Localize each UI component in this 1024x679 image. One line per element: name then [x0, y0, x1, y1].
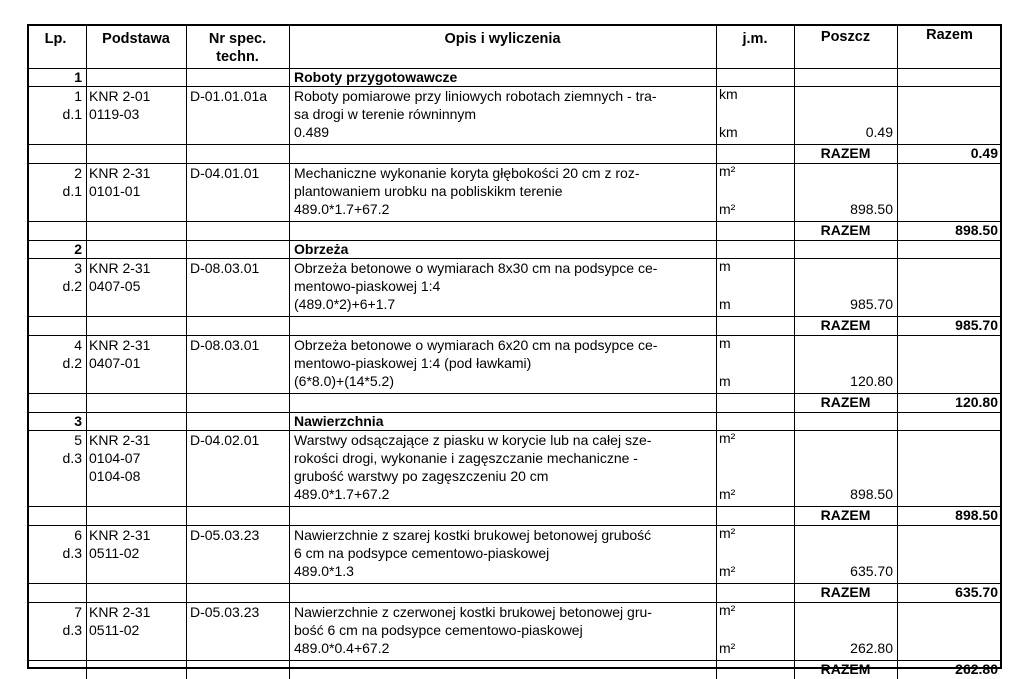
item-description-line: Mechaniczne wykonanie koryta głębokości 20 cm z roz-: [294, 165, 640, 181]
item-unit: m²: [719, 201, 736, 217]
item-razem-label: RAZEM: [820, 394, 871, 410]
column-divider: [186, 602, 187, 679]
column-divider: [86, 525, 87, 602]
column-divider: [897, 240, 898, 258]
column-divider: [794, 525, 795, 602]
column-divider: [186, 258, 187, 335]
column-divider: [897, 163, 898, 240]
column-divider: [794, 430, 795, 525]
item-poszcz: 898.50: [850, 201, 893, 217]
item-poszcz: 262.80: [850, 640, 893, 656]
item-description-line: 6 cm na podsypce cementowo-piaskowej: [294, 545, 550, 561]
column-divider: [897, 258, 898, 335]
item-podstawa: 0511-02: [89, 622, 140, 638]
item-lp: 3: [74, 260, 82, 276]
item-description-line: Nawierzchnie z szarej kostki brukowej betonowej grubość: [294, 527, 652, 543]
column-divider: [897, 335, 898, 412]
item-razem-label: RAZEM: [820, 317, 871, 333]
item-poszcz: 985.70: [850, 296, 893, 312]
column-divider: [716, 602, 717, 679]
column-divider: [716, 24, 717, 68]
item-unit: m: [719, 296, 731, 312]
header-opis: Opis i wyliczenia: [444, 31, 561, 47]
row-divider: [27, 506, 1002, 507]
column-divider: [794, 258, 795, 335]
column-divider: [186, 335, 187, 412]
column-divider: [794, 163, 795, 240]
column-divider: [186, 240, 187, 258]
section-number: 3: [74, 413, 82, 429]
row-divider: [27, 316, 1002, 317]
item-podstawa: 0104-07: [89, 450, 141, 466]
item-description-line: Roboty pomiarowe przy liniowych robotach ziemnych - tra-: [294, 88, 657, 104]
column-divider: [716, 68, 717, 86]
section-title: Nawierzchnia: [294, 413, 384, 429]
section-number: 2: [74, 241, 82, 257]
section-number: 1: [74, 69, 82, 85]
item-unit: m²: [719, 525, 736, 541]
item-razem-value: 0.49: [970, 145, 998, 161]
header-lp: Lp.: [44, 31, 67, 47]
item-razem-value: 635.70: [955, 584, 998, 600]
item-podstawa: 0407-01: [89, 355, 141, 371]
column-divider: [86, 86, 87, 163]
row-divider: [27, 86, 1002, 87]
column-divider: [289, 86, 290, 163]
item-podstawa: KNR 2-01: [89, 88, 151, 104]
item-razem-value: 120.80: [955, 394, 998, 410]
row-divider: [27, 221, 1002, 222]
item-razem-label: RAZEM: [820, 507, 871, 523]
column-divider: [186, 68, 187, 86]
item-lp: 4: [74, 337, 82, 353]
row-divider: [27, 602, 1002, 603]
row-divider: [27, 335, 1002, 336]
item-formula: 0.489: [294, 124, 330, 140]
column-divider: [897, 24, 898, 68]
column-divider: [86, 335, 87, 412]
row-divider: [27, 163, 1002, 164]
row-divider: [27, 430, 1002, 431]
item-description-line: sa drogi w terenie równinnym: [294, 106, 477, 122]
column-divider: [289, 412, 290, 430]
header-razem: Razem: [926, 27, 973, 43]
column-divider: [897, 86, 898, 163]
item-dep: d.3: [62, 450, 82, 466]
column-divider: [86, 24, 87, 68]
column-divider: [186, 430, 187, 525]
item-podstawa: 0119-03: [89, 106, 140, 122]
column-divider: [794, 86, 795, 163]
item-poszcz: 635.70: [850, 563, 893, 579]
column-divider: [794, 602, 795, 679]
column-divider: [289, 163, 290, 240]
row-divider: [27, 393, 1002, 394]
item-podstawa: KNR 2-31: [89, 432, 151, 448]
column-divider: [289, 258, 290, 335]
item-unit: m: [719, 373, 731, 389]
item-nr-spec: D-01.01.01a: [190, 88, 268, 104]
column-divider: [897, 68, 898, 86]
column-divider: [86, 412, 87, 430]
item-description-line: Obrzeża betonowe o wymiarach 6x20 cm na podsypce ce-: [294, 337, 658, 353]
item-podstawa: 0511-02: [89, 545, 140, 561]
item-razem-label: RAZEM: [820, 584, 871, 600]
item-poszcz: 898.50: [850, 486, 893, 502]
item-description-line: Nawierzchnie z czerwonej kostki brukowej betonowej gru-: [294, 604, 652, 620]
item-dep: d.1: [62, 183, 82, 199]
item-unit: m²: [719, 563, 736, 579]
column-divider: [716, 412, 717, 430]
item-razem-value: 898.50: [955, 222, 998, 238]
header-nr-spec: Nr spec.: [208, 31, 267, 47]
header-podstawa: Podstawa: [102, 31, 170, 47]
item-poszcz: 0.49: [865, 124, 893, 140]
column-divider: [86, 68, 87, 86]
section-title: Obrzeża: [294, 241, 349, 257]
column-divider: [897, 412, 898, 430]
column-divider: [86, 602, 87, 679]
item-nr-spec: D-05.03.23: [190, 604, 260, 620]
item-formula: (489.0*2)+6+1.7: [294, 296, 396, 312]
row-divider: [27, 660, 1002, 661]
item-description-line: Warstwy odsączające z piasku w korycie lub na całej sze-: [294, 432, 652, 448]
item-podstawa: KNR 2-31: [89, 527, 151, 543]
column-divider: [716, 430, 717, 525]
row-divider: [27, 412, 1002, 413]
header-poszcz: Poszcz: [820, 29, 871, 45]
column-divider: [716, 86, 717, 163]
item-description-line: bość 6 cm na podsypce cementowo-piaskowej: [294, 622, 583, 638]
item-dep: d.3: [62, 622, 82, 638]
item-razem-value: 985.70: [955, 317, 998, 333]
item-unit: km: [719, 124, 738, 140]
column-divider: [186, 525, 187, 602]
item-unit: m²: [719, 602, 736, 618]
column-divider: [86, 430, 87, 525]
item-razem-label: RAZEM: [820, 222, 871, 238]
column-divider: [289, 602, 290, 679]
row-divider: [27, 144, 1002, 145]
row-divider: [27, 68, 1002, 69]
item-dep: d.3: [62, 545, 82, 561]
item-podstawa: 0407-05: [89, 278, 141, 294]
item-lp: 2: [74, 165, 82, 181]
item-formula: 489.0*1.7+67.2: [294, 486, 390, 502]
item-unit: m: [719, 335, 731, 351]
header-nr-spec-2: techn.: [216, 49, 259, 65]
column-divider: [289, 68, 290, 86]
column-divider: [289, 525, 290, 602]
column-divider: [716, 258, 717, 335]
column-divider: [794, 412, 795, 430]
item-lp: 7: [74, 604, 82, 620]
item-unit: km: [719, 86, 738, 102]
item-nr-spec: D-04.02.01: [190, 432, 260, 448]
item-podstawa: 0101-01: [89, 183, 141, 199]
column-divider: [186, 86, 187, 163]
column-divider: [289, 240, 290, 258]
item-razem-label: RAZEM: [820, 661, 871, 677]
item-nr-spec: D-05.03.23: [190, 527, 260, 543]
item-lp: 5: [74, 432, 82, 448]
column-divider: [289, 24, 290, 68]
row-divider: [27, 583, 1002, 584]
column-divider: [716, 163, 717, 240]
item-podstawa: 0104-08: [89, 468, 141, 484]
column-divider: [186, 24, 187, 68]
item-description-line: mentowo-piaskowej 1:4 (pod ławkami): [294, 355, 532, 371]
item-formula: 489.0*1.7+67.2: [294, 201, 390, 217]
column-divider: [716, 240, 717, 258]
item-razem-label: RAZEM: [820, 145, 871, 161]
column-divider: [86, 163, 87, 240]
column-divider: [186, 412, 187, 430]
row-divider: [27, 240, 1002, 241]
item-lp: 6: [74, 527, 82, 543]
column-divider: [897, 525, 898, 602]
column-divider: [794, 24, 795, 68]
item-unit: m²: [719, 163, 736, 179]
item-nr-spec: D-08.03.01: [190, 337, 260, 353]
column-divider: [289, 430, 290, 525]
item-nr-spec: D-08.03.01: [190, 260, 260, 276]
item-podstawa: KNR 2-31: [89, 337, 151, 353]
item-podstawa: KNR 2-31: [89, 260, 151, 276]
item-podstawa: KNR 2-31: [89, 604, 151, 620]
column-divider: [716, 525, 717, 602]
header-jm: j.m.: [742, 31, 768, 47]
item-description-line: grubość warstwy po zagęszczeniu 20 cm: [294, 468, 549, 484]
item-formula: (6*8.0)+(14*5.2): [294, 373, 395, 389]
item-description-line: Obrzeża betonowe o wymiarach 8x30 cm na podsypce ce-: [294, 260, 658, 276]
column-divider: [794, 240, 795, 258]
item-lp: 1: [74, 88, 82, 104]
column-divider: [794, 68, 795, 86]
column-divider: [86, 240, 87, 258]
column-divider: [897, 602, 898, 679]
item-dep: d.2: [62, 355, 82, 371]
item-razem-value: 262.80: [955, 661, 998, 677]
column-divider: [186, 163, 187, 240]
item-formula: 489.0*0.4+67.2: [294, 640, 390, 656]
item-description-line: plantowaniem urobku na pobliskikm terenie: [294, 183, 563, 199]
item-description-line: mentowo-piaskowej 1:4: [294, 278, 441, 294]
item-nr-spec: D-04.01.01: [190, 165, 260, 181]
item-poszcz: 120.80: [850, 373, 893, 389]
item-razem-value: 898.50: [955, 507, 998, 523]
item-unit: m²: [719, 640, 736, 656]
column-divider: [716, 335, 717, 412]
row-divider: [27, 525, 1002, 526]
item-description-line: rokości drogi, wykonanie i zagęszczanie mechaniczne -: [294, 450, 638, 466]
item-formula: 489.0*1.3: [294, 563, 354, 579]
item-unit: m²: [719, 486, 736, 502]
section-title: Roboty przygotowawcze: [294, 69, 458, 85]
column-divider: [897, 430, 898, 525]
item-unit: m: [719, 258, 731, 274]
item-unit: m²: [719, 430, 736, 446]
item-dep: d.1: [62, 106, 82, 122]
row-divider: [27, 258, 1002, 259]
column-divider: [794, 335, 795, 412]
column-divider: [86, 258, 87, 335]
item-dep: d.2: [62, 278, 82, 294]
item-podstawa: KNR 2-31: [89, 165, 151, 181]
column-divider: [289, 335, 290, 412]
